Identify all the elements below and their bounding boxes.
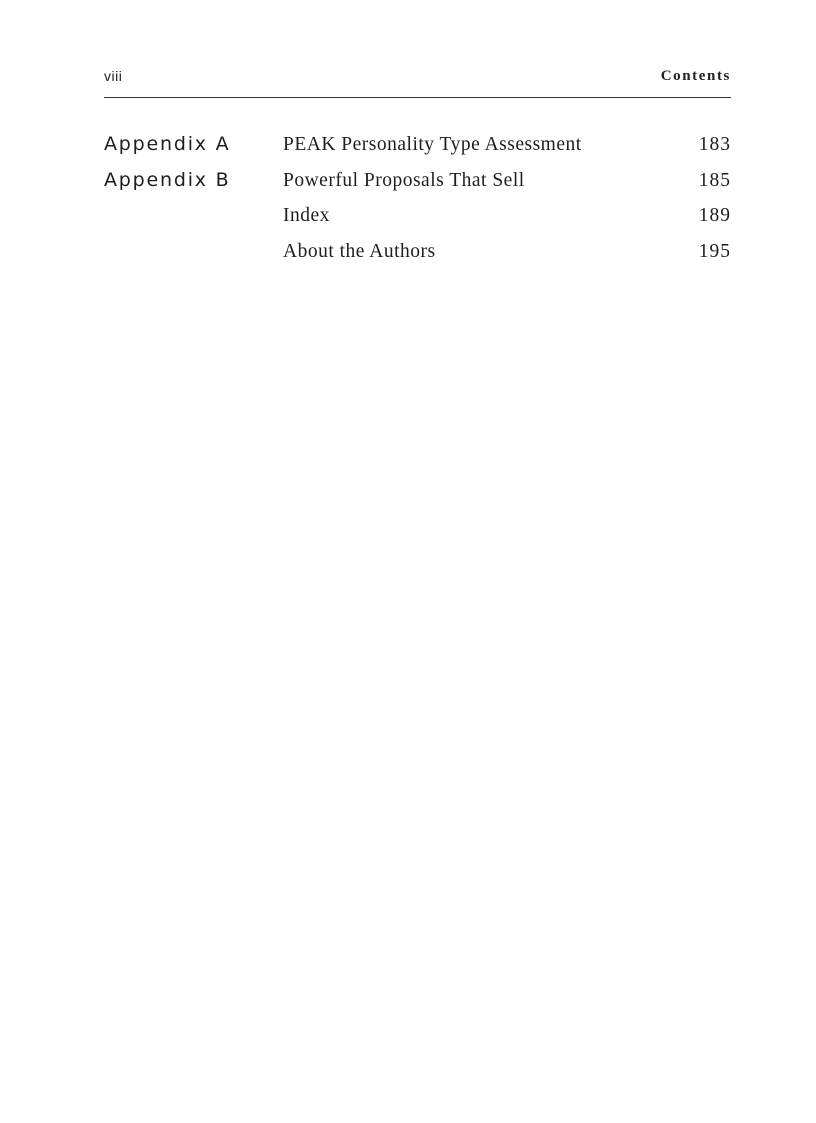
toc-entry-title: Powerful Proposals That Sell [283,169,525,191]
toc-entry-title: Index [283,205,330,226]
toc-entry-appendix-b [104,169,731,205]
toc-entry-label: Appendix A [104,133,231,155]
page-header [104,66,731,98]
toc-entry-label: Appendix B [104,168,231,191]
running-head: Contents [660,68,731,84]
toc-entry-page: 183 [698,134,731,155]
toc-entry-title: About the Authors [283,240,436,262]
toc-entry-title: PEAK Personality Type Assessment [283,134,582,155]
page-number: viii [104,68,123,84]
toc-entry-page: 185 [698,169,731,191]
table-of-contents [104,133,731,275]
toc-entry-page: 195 [698,240,731,262]
toc-entry-about-authors [104,240,731,276]
toc-entry-page: 189 [698,205,731,226]
toc-entry-index [104,204,731,240]
toc-entry-appendix-a [104,133,731,169]
